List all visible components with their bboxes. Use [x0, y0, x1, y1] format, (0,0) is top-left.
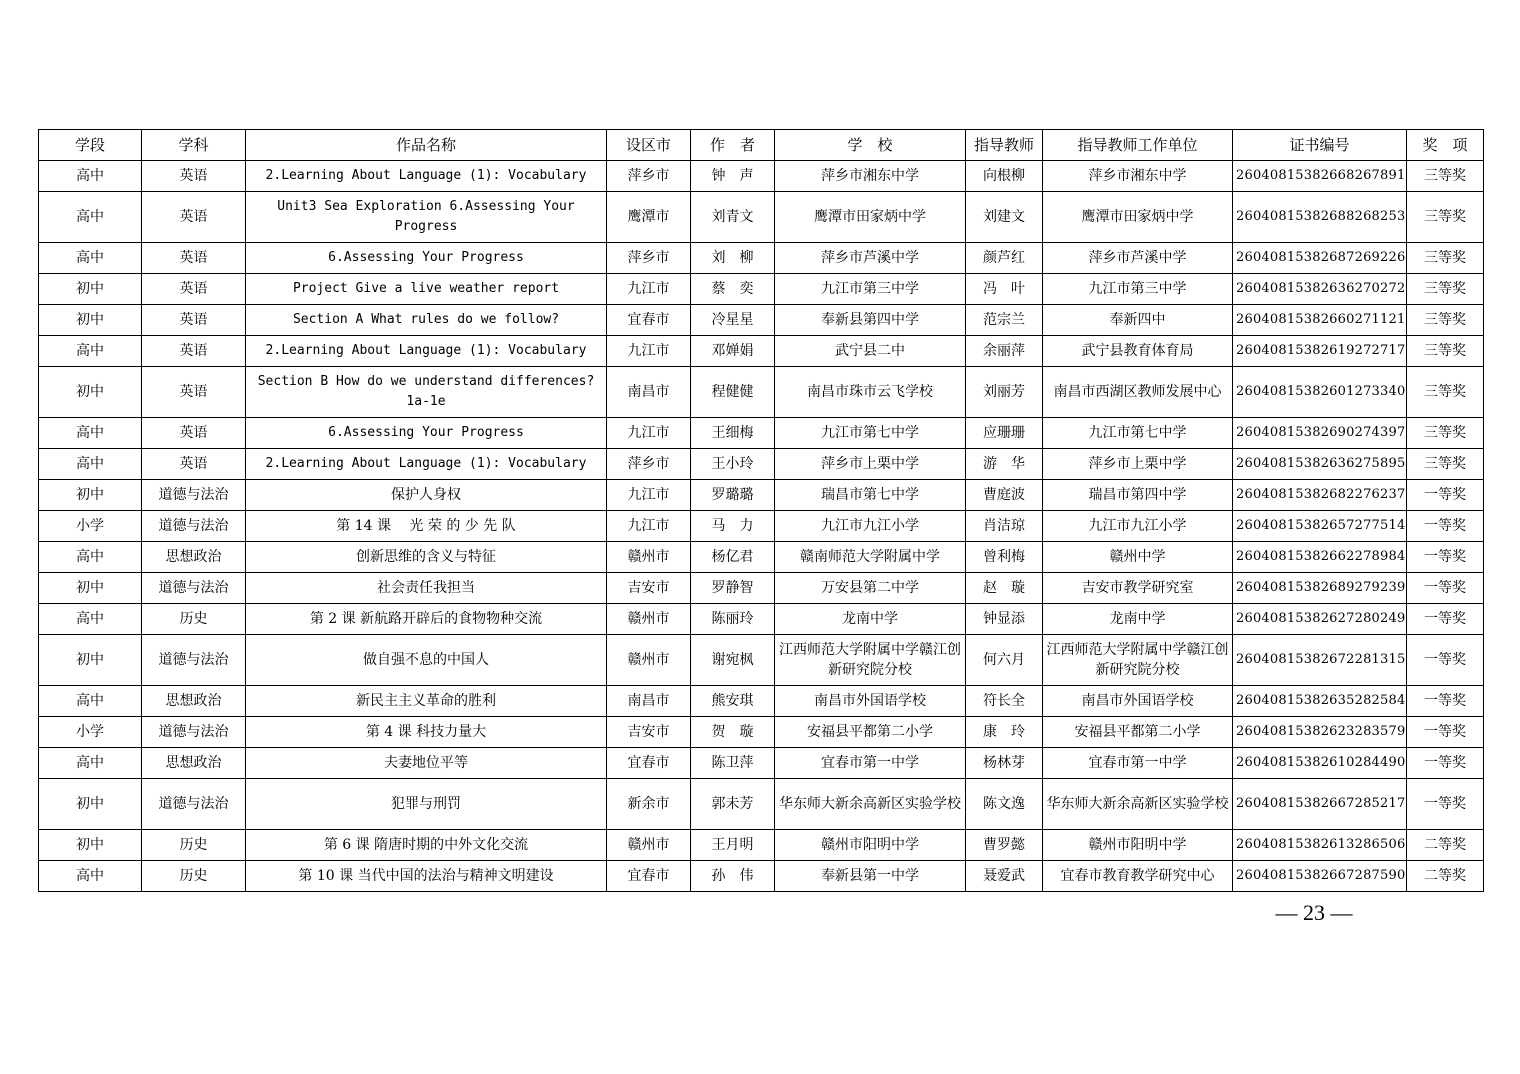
table-row: [39, 480, 1484, 511]
cell-school: 九江市九江小学: [775, 511, 966, 542]
header-advisor-unit: 指导教师工作单位: [1043, 130, 1233, 161]
cell-work-title: 保护人身权: [246, 480, 607, 511]
cell-author: 程健健: [691, 367, 775, 418]
cell-subject: 历史: [142, 604, 246, 635]
cell-author: 刘 柳: [691, 243, 775, 274]
cell-certificate-no: 26040815382636275895: [1233, 449, 1407, 480]
cell-school: 赣南师范大学附属中学: [775, 542, 966, 573]
table-row: [39, 305, 1484, 336]
cell-advisor: 范宗兰: [966, 305, 1043, 336]
cell-school: 九江市第七中学: [775, 418, 966, 449]
cell-city: 九江市: [607, 418, 691, 449]
cell-city: 萍乡市: [607, 243, 691, 274]
cell-award: 二等奖: [1407, 861, 1484, 892]
cell-advisor: 曹庭波: [966, 480, 1043, 511]
cell-author: 贺 璇: [691, 717, 775, 748]
cell-award: 一等奖: [1407, 717, 1484, 748]
cell-certificate-no: 26040815382635282584: [1233, 686, 1407, 717]
cell-work-title: 2.Learning About Language (1): Vocabulary: [246, 336, 607, 367]
header-author: 作 者: [691, 130, 775, 161]
cell-certificate-no: 26040815382688268253: [1233, 192, 1407, 243]
cell-stage: 高中: [39, 418, 142, 449]
cell-author: 陈丽玲: [691, 604, 775, 635]
cell-subject: 英语: [142, 336, 246, 367]
cell-certificate-no: 26040815382610284490: [1233, 748, 1407, 779]
cell-award: 一等奖: [1407, 748, 1484, 779]
cell-author: 罗璐璐: [691, 480, 775, 511]
table-row: [39, 635, 1484, 686]
cell-author: 马 力: [691, 511, 775, 542]
cell-author: 陈卫萍: [691, 748, 775, 779]
cell-advisor-unit: 宜春市第一中学: [1043, 748, 1233, 779]
cell-stage: 高中: [39, 686, 142, 717]
cell-advisor-unit: 奉新四中: [1043, 305, 1233, 336]
cell-author: 熊安琪: [691, 686, 775, 717]
cell-stage: 高中: [39, 449, 142, 480]
cell-certificate-no: 26040815382636270272: [1233, 274, 1407, 305]
cell-author: 孙 伟: [691, 861, 775, 892]
cell-city: 九江市: [607, 511, 691, 542]
cell-author: 罗静智: [691, 573, 775, 604]
cell-school: 武宁县二中: [775, 336, 966, 367]
table-row: [39, 830, 1484, 861]
cell-award: 二等奖: [1407, 830, 1484, 861]
cell-advisor: 聂爱武: [966, 861, 1043, 892]
cell-certificate-no: 26040815382662278984: [1233, 542, 1407, 573]
cell-city: 赣州市: [607, 830, 691, 861]
cell-advisor: 余丽萍: [966, 336, 1043, 367]
cell-work-title: 第 14 课 光 荣 的 少 先 队: [246, 511, 607, 542]
cell-author: 钟 声: [691, 161, 775, 192]
cell-author: 刘青文: [691, 192, 775, 243]
cell-city: 萍乡市: [607, 161, 691, 192]
cell-subject: 道德与法治: [142, 635, 246, 686]
cell-city: 南昌市: [607, 367, 691, 418]
cell-advisor-unit: 赣州市阳明中学: [1043, 830, 1233, 861]
cell-subject: 英语: [142, 449, 246, 480]
cell-stage: 高中: [39, 604, 142, 635]
cell-award: 三等奖: [1407, 161, 1484, 192]
table-row: [39, 542, 1484, 573]
cell-stage: 高中: [39, 161, 142, 192]
cell-subject: 道德与法治: [142, 480, 246, 511]
cell-work-title: 第 4 课 科技力量大: [246, 717, 607, 748]
cell-award: 一等奖: [1407, 480, 1484, 511]
table-row: [39, 686, 1484, 717]
cell-subject: 道德与法治: [142, 573, 246, 604]
cell-author: 蔡 奕: [691, 274, 775, 305]
cell-advisor: 向根柳: [966, 161, 1043, 192]
cell-advisor: 符长全: [966, 686, 1043, 717]
cell-advisor: 曾利梅: [966, 542, 1043, 573]
cell-stage: 初中: [39, 830, 142, 861]
cell-advisor-unit: 九江市第七中学: [1043, 418, 1233, 449]
cell-work-title: 夫妻地位平等: [246, 748, 607, 779]
cell-school: 奉新县第四中学: [775, 305, 966, 336]
table-row: [39, 717, 1484, 748]
cell-award: 一等奖: [1407, 573, 1484, 604]
cell-city: 新余市: [607, 779, 691, 830]
cell-certificate-no: 26040815382682276237: [1233, 480, 1407, 511]
cell-subject: 英语: [142, 243, 246, 274]
cell-award: 三等奖: [1407, 367, 1484, 418]
header-city: 设区市: [607, 130, 691, 161]
cell-work-title: 第 2 课 新航路开辟后的食物物种交流: [246, 604, 607, 635]
cell-award: 三等奖: [1407, 449, 1484, 480]
cell-certificate-no: 26040815382667285217: [1233, 779, 1407, 830]
cell-author: 邓婵娟: [691, 336, 775, 367]
cell-work-title: Section B How do we understand differences? 1a-1e: [246, 367, 607, 418]
cell-advisor: 杨林芽: [966, 748, 1043, 779]
table-row: [39, 161, 1484, 192]
cell-advisor-unit: 鹰潭市田家炳中学: [1043, 192, 1233, 243]
cell-stage: 初中: [39, 367, 142, 418]
cell-subject: 历史: [142, 830, 246, 861]
cell-advisor: 游 华: [966, 449, 1043, 480]
cell-advisor: 钟显添: [966, 604, 1043, 635]
cell-advisor-unit: 南昌市西湖区教师发展中心: [1043, 367, 1233, 418]
table-row: [39, 861, 1484, 892]
cell-certificate-no: 26040815382668267891: [1233, 161, 1407, 192]
table-row: [39, 336, 1484, 367]
cell-subject: 思想政治: [142, 748, 246, 779]
cell-author: 冷星星: [691, 305, 775, 336]
cell-city: 赣州市: [607, 635, 691, 686]
cell-advisor: 赵 璇: [966, 573, 1043, 604]
cell-certificate-no: 26040815382690274397: [1233, 418, 1407, 449]
cell-subject: 英语: [142, 161, 246, 192]
cell-advisor: 陈文逸: [966, 779, 1043, 830]
cell-city: 宜春市: [607, 305, 691, 336]
cell-city: 宜春市: [607, 748, 691, 779]
cell-author: 王细梅: [691, 418, 775, 449]
table-row: [39, 604, 1484, 635]
cell-advisor-unit: 吉安市教学研究室: [1043, 573, 1233, 604]
cell-award: 三等奖: [1407, 336, 1484, 367]
cell-stage: 初中: [39, 480, 142, 511]
table-row: [39, 367, 1484, 418]
table-header-row: [39, 130, 1484, 161]
cell-advisor-unit: 九江市九江小学: [1043, 511, 1233, 542]
cell-advisor-unit: 龙南中学: [1043, 604, 1233, 635]
cell-subject: 道德与法治: [142, 779, 246, 830]
cell-advisor-unit: 南昌市外国语学校: [1043, 686, 1233, 717]
cell-school: 萍乡市芦溪中学: [775, 243, 966, 274]
cell-school: 江西师范大学附属中学赣江创新研究院分校: [775, 635, 966, 686]
cell-advisor-unit: 武宁县教育体育局: [1043, 336, 1233, 367]
cell-advisor-unit: 安福县平都第二小学: [1043, 717, 1233, 748]
cell-work-title: 新民主主义革命的胜利: [246, 686, 607, 717]
awards-table: [38, 129, 1484, 892]
cell-city: 鹰潭市: [607, 192, 691, 243]
table-row: [39, 192, 1484, 243]
cell-school: 宜春市第一中学: [775, 748, 966, 779]
cell-advisor: 冯 叶: [966, 274, 1043, 305]
cell-author: 王小玲: [691, 449, 775, 480]
cell-work-title: Unit3 Sea Exploration 6.Assessing Your Progress: [246, 192, 607, 243]
cell-work-title: 6.Assessing Your Progress: [246, 243, 607, 274]
cell-school: 华东师大新余高新区实验学校: [775, 779, 966, 830]
cell-certificate-no: 26040815382667287590: [1233, 861, 1407, 892]
cell-certificate-no: 26040815382601273340: [1233, 367, 1407, 418]
cell-work-title: 社会责任我担当: [246, 573, 607, 604]
cell-city: 萍乡市: [607, 449, 691, 480]
header-stage: 学段: [39, 130, 142, 161]
cell-award: 一等奖: [1407, 686, 1484, 717]
cell-award: 一等奖: [1407, 779, 1484, 830]
cell-city: 宜春市: [607, 861, 691, 892]
cell-certificate-no: 26040815382619272717: [1233, 336, 1407, 367]
cell-school: 赣州市阳明中学: [775, 830, 966, 861]
cell-school: 萍乡市上栗中学: [775, 449, 966, 480]
cell-certificate-no: 26040815382613286506: [1233, 830, 1407, 861]
cell-work-title: 2.Learning About Language (1): Vocabulary: [246, 449, 607, 480]
cell-stage: 初中: [39, 274, 142, 305]
cell-work-title: 2.Learning About Language (1): Vocabulary: [246, 161, 607, 192]
table-row: [39, 573, 1484, 604]
cell-school: 萍乡市湘东中学: [775, 161, 966, 192]
table-row: [39, 274, 1484, 305]
table-body: [39, 161, 1484, 892]
cell-award: 三等奖: [1407, 192, 1484, 243]
cell-stage: 高中: [39, 542, 142, 573]
cell-certificate-no: 26040815382689279239: [1233, 573, 1407, 604]
cell-school: 鹰潭市田家炳中学: [775, 192, 966, 243]
cell-city: 赣州市: [607, 604, 691, 635]
cell-city: 吉安市: [607, 717, 691, 748]
cell-advisor-unit: 宜春市教育教学研究中心: [1043, 861, 1233, 892]
cell-advisor-unit: 瑞昌市第四中学: [1043, 480, 1233, 511]
cell-stage: 初中: [39, 635, 142, 686]
cell-subject: 道德与法治: [142, 717, 246, 748]
cell-city: 九江市: [607, 274, 691, 305]
cell-city: 九江市: [607, 480, 691, 511]
cell-advisor-unit: 赣州中学: [1043, 542, 1233, 573]
cell-school: 龙南中学: [775, 604, 966, 635]
cell-stage: 高中: [39, 243, 142, 274]
cell-subject: 思想政治: [142, 686, 246, 717]
cell-city: 赣州市: [607, 542, 691, 573]
cell-advisor-unit: 萍乡市芦溪中学: [1043, 243, 1233, 274]
header-advisor: 指导教师: [966, 130, 1043, 161]
cell-work-title: 做自强不息的中国人: [246, 635, 607, 686]
header-award: 奖 项: [1407, 130, 1484, 161]
cell-author: 郭未芳: [691, 779, 775, 830]
cell-certificate-no: 26040815382627280249: [1233, 604, 1407, 635]
table-row: [39, 779, 1484, 830]
cell-stage: 初中: [39, 779, 142, 830]
cell-subject: 英语: [142, 367, 246, 418]
cell-award: 一等奖: [1407, 604, 1484, 635]
cell-city: 吉安市: [607, 573, 691, 604]
cell-school: 南昌市珠市云飞学校: [775, 367, 966, 418]
cell-author: 谢宛枫: [691, 635, 775, 686]
cell-award: 一等奖: [1407, 511, 1484, 542]
cell-subject: 英语: [142, 305, 246, 336]
cell-advisor: 应珊珊: [966, 418, 1043, 449]
cell-subject: 思想政治: [142, 542, 246, 573]
cell-work-title: 6.Assessing Your Progress: [246, 418, 607, 449]
cell-advisor: 刘建文: [966, 192, 1043, 243]
cell-advisor-unit: 萍乡市上栗中学: [1043, 449, 1233, 480]
cell-work-title: 第 10 课 当代中国的法治与精神文明建设: [246, 861, 607, 892]
table-row: [39, 511, 1484, 542]
cell-award: 一等奖: [1407, 635, 1484, 686]
cell-subject: 英语: [142, 274, 246, 305]
cell-advisor: 何六月: [966, 635, 1043, 686]
cell-award: 一等奖: [1407, 542, 1484, 573]
cell-stage: 小学: [39, 511, 142, 542]
cell-subject: 历史: [142, 861, 246, 892]
cell-advisor: 肖洁琼: [966, 511, 1043, 542]
cell-school: 安福县平都第二小学: [775, 717, 966, 748]
cell-school: 奉新县第一中学: [775, 861, 966, 892]
cell-award: 三等奖: [1407, 305, 1484, 336]
page-number: — 23 —: [1275, 900, 1353, 925]
cell-stage: 初中: [39, 573, 142, 604]
cell-stage: 高中: [39, 861, 142, 892]
cell-advisor-unit: 江西师范大学附属中学赣江创新研究院分校: [1043, 635, 1233, 686]
cell-work-title: 犯罪与刑罚: [246, 779, 607, 830]
cell-stage: 小学: [39, 717, 142, 748]
cell-author: 杨亿君: [691, 542, 775, 573]
cell-advisor: 颜芦红: [966, 243, 1043, 274]
cell-subject: 道德与法治: [142, 511, 246, 542]
table-row: [39, 748, 1484, 779]
cell-advisor-unit: 九江市第三中学: [1043, 274, 1233, 305]
cell-stage: 高中: [39, 192, 142, 243]
cell-work-title: 第 6 课 隋唐时期的中外文化交流: [246, 830, 607, 861]
cell-advisor: 曹罗懿: [966, 830, 1043, 861]
cell-school: 瑞昌市第七中学: [775, 480, 966, 511]
table-row: [39, 243, 1484, 274]
header-work-title: 作品名称: [246, 130, 607, 161]
cell-certificate-no: 26040815382660271121: [1233, 305, 1407, 336]
header-subject: 学科: [142, 130, 246, 161]
table-row: [39, 418, 1484, 449]
header-certificate-no: 证书编号: [1233, 130, 1407, 161]
cell-city: 九江市: [607, 336, 691, 367]
cell-certificate-no: 26040815382687269226: [1233, 243, 1407, 274]
cell-advisor-unit: 华东师大新余高新区实验学校: [1043, 779, 1233, 830]
cell-school: 九江市第三中学: [775, 274, 966, 305]
cell-work-title: Section A What rules do we follow?: [246, 305, 607, 336]
cell-school: 南昌市外国语学校: [775, 686, 966, 717]
table-row: [39, 449, 1484, 480]
cell-certificate-no: 26040815382657277514: [1233, 511, 1407, 542]
cell-award: 三等奖: [1407, 274, 1484, 305]
cell-city: 南昌市: [607, 686, 691, 717]
cell-advisor: 康 玲: [966, 717, 1043, 748]
cell-award: 三等奖: [1407, 243, 1484, 274]
cell-advisor-unit: 萍乡市湘东中学: [1043, 161, 1233, 192]
cell-work-title: Project Give a live weather report: [246, 274, 607, 305]
cell-author: 王月明: [691, 830, 775, 861]
cell-certificate-no: 26040815382672281315: [1233, 635, 1407, 686]
cell-stage: 初中: [39, 305, 142, 336]
cell-certificate-no: 26040815382623283579: [1233, 717, 1407, 748]
header-school: 学 校: [775, 130, 966, 161]
cell-stage: 高中: [39, 748, 142, 779]
cell-advisor: 刘丽芳: [966, 367, 1043, 418]
cell-work-title: 创新思维的含义与特征: [246, 542, 607, 573]
cell-award: 三等奖: [1407, 418, 1484, 449]
cell-subject: 英语: [142, 192, 246, 243]
cell-stage: 高中: [39, 336, 142, 367]
cell-subject: 英语: [142, 418, 246, 449]
cell-school: 万安县第二中学: [775, 573, 966, 604]
